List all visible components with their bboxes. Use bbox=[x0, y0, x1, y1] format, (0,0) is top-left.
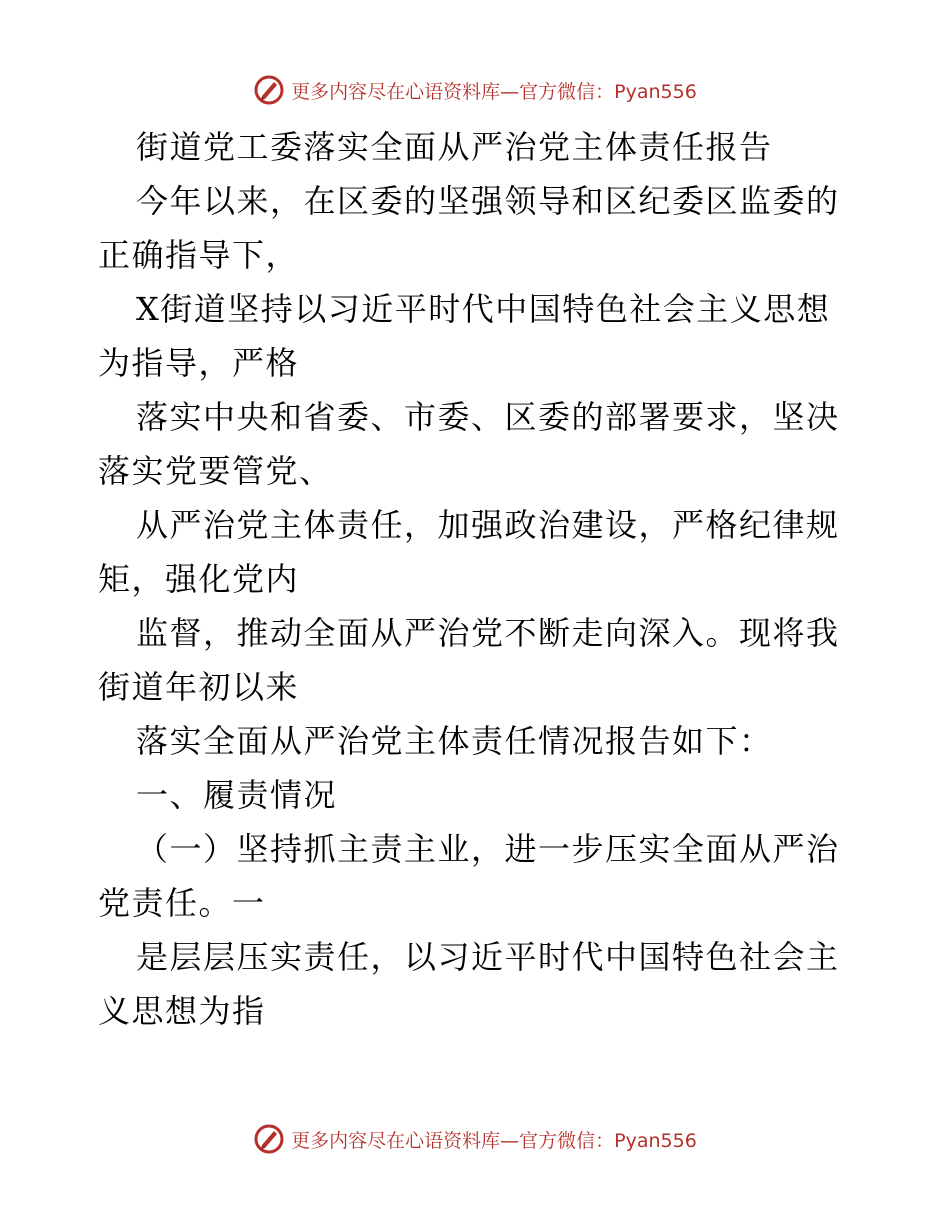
header-banner-text: 更多内容尽在心语资料库—官方微信：Pyan556 bbox=[291, 80, 697, 103]
paragraph: 从严治党主体责任，加强政治建设，严格纪律规 矩，强化党内 bbox=[98, 506, 840, 598]
paragraph: （一）坚持抓主责主业，进一步压实全面从严治 党责任。一 bbox=[98, 830, 840, 922]
footer-banner bbox=[0, 1119, 950, 1159]
paragraph: 监督，推动全面从严治党不断走向深入。现将我 街道年初以来 bbox=[98, 614, 840, 706]
paragraph: X街道坚持以习近平时代中国特色社会主义思想 为指导，严格 bbox=[98, 290, 831, 382]
document-body bbox=[98, 120, 858, 1038]
seal-logo-icon bbox=[253, 74, 285, 106]
paragraph: 落实全面从严治党主体责任情况报告如下： bbox=[136, 722, 773, 760]
document-title: 街道党工委落实全面从严治党主体责任报告 bbox=[136, 128, 773, 166]
paragraph: 落实中央和省委、市委、区委的部署要求，坚决 落实党要管党、 bbox=[98, 398, 840, 490]
footer-banner-text: 更多内容尽在心语资料库—官方微信：Pyan556 bbox=[291, 1129, 697, 1152]
header-banner bbox=[0, 70, 950, 110]
paragraph: 是层层压实责任，以习近平时代中国特色社会主 义思想为指 bbox=[98, 938, 840, 1030]
seal-logo-icon bbox=[253, 1123, 285, 1155]
section-heading: 一、履责情况 bbox=[136, 776, 338, 814]
paragraph: 今年以来，在区委的坚强领导和区纪委区监委的 正确指导下， bbox=[98, 182, 840, 274]
